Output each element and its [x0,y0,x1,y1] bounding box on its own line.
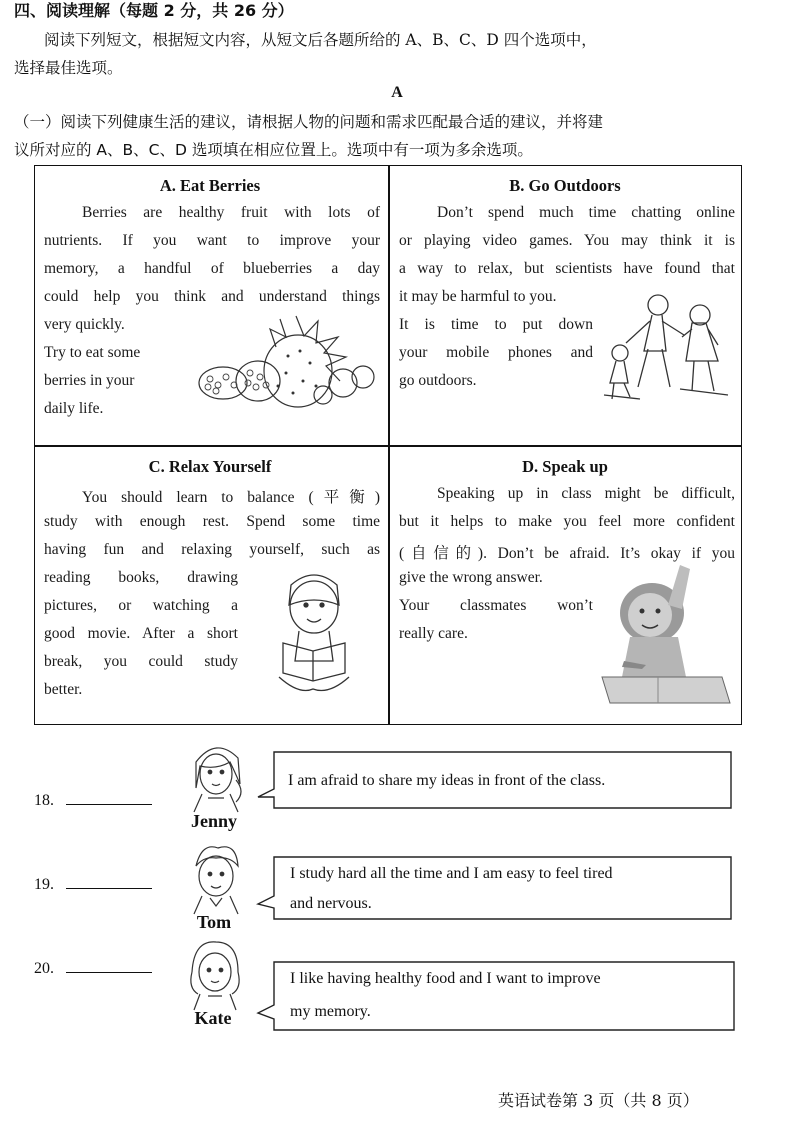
option-c-line: study with enough rest. Spend some time [44,513,380,530]
option-b-line: your mobile phones and [399,344,593,361]
option-c-line: You should learn to balance (平衡) [82,489,380,506]
part-intro-line-1: （一）阅读下列健康生活的建议，请根据人物的问题和需求匹配最合适的建议，并将建 [14,113,604,131]
option-b-line: a way to relax, but scientists have found that [399,260,735,277]
option-c-line: reading books, drawing [44,569,238,586]
question-number: 18. [34,792,54,809]
instruction-line-2: 选择最佳选项。 [14,59,123,77]
option-a-line: nutrients. If you want to improve your [44,232,380,249]
family-outdoors-illustration [600,291,740,411]
answer-blank[interactable] [66,874,152,889]
option-b-line: It is time to put down [399,316,593,333]
kate-avatar [184,938,244,1010]
option-c-title: C. Relax Yourself [148,457,272,476]
option-c-line: better. [44,681,83,698]
option-b-cell [390,166,740,445]
option-d-cell [390,447,740,726]
answer-blank[interactable] [66,958,152,973]
boy-reading-illustration [269,565,359,705]
option-b-title: B. Go Outdoors [509,176,621,195]
option-a-line: memory, a handful of blueberries a day [44,260,380,277]
instruction-line-1: 阅读下列短文，根据短文内容，从短文后各题所给的 A、B、C、D 四个选项中， [44,31,597,49]
option-b-line: go outdoors. [399,372,477,389]
kate-name: Kate [194,1008,232,1028]
option-d-line: Your classmates won’t [399,597,593,614]
option-a-line: very quickly. [44,316,125,333]
tom-speech-line-2: and nervous. [290,895,372,912]
option-c-line: break, you could study [44,653,238,670]
option-d-title: D. Speak up [522,457,608,476]
option-a-title: A. Eat Berries [159,176,261,195]
option-b-line: Don’t spend much time chatting online [437,204,735,221]
jenny-avatar [186,740,246,812]
options-table [34,165,742,725]
option-a-line: could help you think and understand things [44,288,380,305]
option-b-line: it may be harmful to you. [399,288,557,305]
section-heading: 四、阅读理解（每题 2 分，共 26 分） [14,1,294,20]
tom-avatar [186,842,246,914]
question-20 [34,958,152,978]
kate-speech-line-2: my memory. [290,1003,371,1020]
option-c-line: good movie. After a short [44,625,238,642]
option-c-line: pictures, or watching a [44,597,238,614]
girl-raising-hand-illustration [602,565,732,705]
tom-name: Tom [196,912,232,932]
option-d-line: Speaking up in class might be difficult, [437,485,735,502]
option-d-line: give the wrong answer. [399,569,543,586]
tom-speech-line-1: I study hard all the time and I am easy to feel tired [290,865,613,882]
question-18 [34,790,152,810]
option-a-line: Try to eat some [44,344,141,361]
option-a-line: berries in your [44,372,135,389]
part-label: A [391,84,403,101]
option-a-cell [35,166,385,445]
option-d-line: really care. [399,625,468,642]
jenny-name: Jenny [190,811,237,831]
option-c-line: having fun and relaxing yourself, such as [44,541,380,558]
answer-blank[interactable] [66,790,152,805]
question-number: 19. [34,876,54,893]
page-footer: 英语试卷第 3 页（共 8 页） [498,1091,699,1110]
option-a-line: Berries are healthy fruit with lots of [82,204,380,221]
question-number: 20. [34,960,54,977]
kate-speech-line-1: I like having healthy food and I want to improve [290,970,601,987]
option-d-line: (自信的). Don’t be afraid. It’s okay if you [399,545,735,562]
option-d-line: but it helps to make you feel more confident [399,513,735,530]
option-b-line: or playing video games. You may think it is [399,232,735,249]
jenny-speech-line-1: I am afraid to share my ideas in front of the class. [288,772,606,789]
berries-illustration [178,311,378,411]
part-intro-line-2: 议所对应的 A、B、C、D 选项填在相应位置上。选项中有一项为多余选项。 [14,141,533,159]
option-a-line: daily life. [44,400,104,417]
option-c-cell [35,447,385,726]
question-19 [34,874,152,894]
